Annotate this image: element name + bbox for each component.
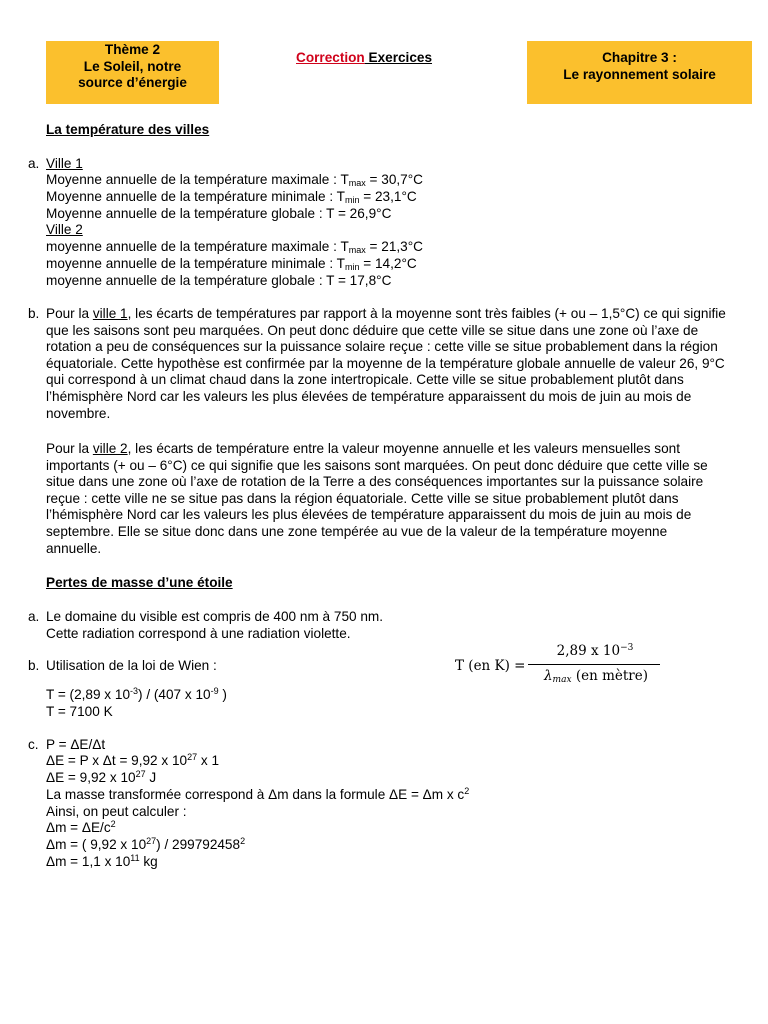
calc-mass-1: $\Delta m = \Delta E/c^2$: [46, 819, 116, 835]
formula-denominator: $\lambda_{max}$ (en mètre): [543, 668, 648, 685]
calc-mass-result: Δm = 1,1 x $10^{11}$ kg: [46, 853, 158, 869]
calc-energy-2: ΔE = 9,92 x $10^{27}$ J: [46, 769, 157, 785]
item-b-label: b.: [28, 306, 40, 321]
wien-calc-1: T = (2,89 x $10^{-3}) / (407$ x $10^{-9}$ ): [46, 686, 227, 702]
formula-numerator: 2,89 x $10^{-3}$: [556, 643, 634, 659]
ville2-tmax: moyenne annuelle de la température maximale : $T_{max} = 21,3^\circ C$: [46, 239, 423, 255]
item-b-label: b.: [28, 658, 40, 673]
item-a-label: a.: [28, 609, 40, 624]
mass-formula-text: La masse transformée correspond à Δm dans la formule ΔE = Δm x $c^2$: [46, 786, 470, 802]
section2-heading: Pertes de masse d’une étoile: [46, 575, 233, 590]
chapter-line: Le rayonnement solaire: [563, 66, 716, 82]
calc-power: P = ΔE/Δt: [46, 737, 106, 752]
chapter-box: [527, 41, 752, 104]
ville2-tmin: moyenne annuelle de la température minimale : $T_{min} = 14,2^\circ C$: [46, 256, 417, 272]
ville1-tmax: Moyenne annuelle de la température maximale : $T_{max} = 30,7^\circ C$: [46, 172, 423, 188]
calc-energy-1: ΔE = P x Δt = 9,92 x $10^{27}$ x 1: [46, 752, 220, 768]
chapter-line: Chapitre 3 :: [602, 50, 677, 65]
ville2-label: Ville 2: [46, 222, 83, 237]
theme-line: source d’énergie: [78, 75, 187, 90]
ville1-tglob: Moyenne annuelle de la température globale : T = 26,9°C: [46, 206, 392, 221]
item-c-label: c.: [28, 737, 39, 752]
theme-line: Le Soleil, notre: [83, 58, 182, 74]
title-correction: Correction: [296, 50, 365, 65]
theme-line: Thème 2: [104, 42, 161, 57]
document-title: [296, 50, 432, 67]
wien-intro: Utilisation de la loi de Wien :: [46, 658, 217, 673]
ville2-analysis: Pour la ville 2, les écarts de température entre la valeur moyenne annuelle et les valeurs mensuelles sont importants (+ ou – 6°C) ce qui signifie que les saisons sont marquées. On peut donc déduire que cette ville se situe dans une zone où l’axe de rotation de la Terre a des conséquences importantes sur la puissance solaire reçue : cette ville ne se situe pas dans la région équatoriale. Cette ville se situe probablement plutôt dans l’hémisphère Nord car les valeurs les plus élevées de température apparaissent du mois de juin au mois de septembre. Elle se situe donc dans une zone tempérée au vue de la valeur de la température moyenne annuelle.: [46, 441, 708, 556]
ville1-analysis: Pour la ville 1, les écarts de températures par rapport à la moyenne sont très faibles (+ ou – 1,5°C) ce qui signifie que les saisons sont peu marquées. On peut donc déduire que cette ville se situe dans une zone où l’axe de rotation a peu de conséquences sur la puissance solaire reçue : cette ville se situe probablement dans la région équatoriale. Cette hypothèse est confirmée par la moyenne de la température globale annuelle de valeur 26, 9°C qui correspond à un climat chaud dans la zone intertropicale. Cette ville se situe probablement plutôt dans l’hémisphère Nord car les valeurs les plus élevées de température apparaissent du mois de juin au mois de novembre.: [46, 306, 726, 421]
ville1-tmin: Moyenne annuelle de la température minimale : $T_{min} = 23,1^\circ C$: [46, 189, 417, 205]
fraction-bar: [528, 664, 660, 665]
visible-domain-line: Le domaine du visible est compris de 400 nm à 750 nm.: [46, 609, 384, 624]
title-exercices: Exercices: [364, 50, 433, 65]
ville2-tglob: moyenne annuelle de la température globale : T = 17,8°C: [46, 273, 392, 288]
item-a-label: a.: [28, 156, 40, 171]
wien-calc-2: T = 7100 K: [46, 704, 113, 719]
radiation-line: Cette radiation correspond à une radiation violette.: [46, 626, 351, 641]
theme-box: [46, 41, 219, 104]
calc-mass-2: Δm = ( 9,92 x $10^{27}) / 299792458^2$: [46, 836, 246, 852]
ville1-label: Ville 1: [46, 156, 83, 171]
section1-heading: La température des villes: [46, 122, 210, 137]
calc-intro: Ainsi, on peut calculer :: [46, 804, 187, 819]
formula-lhs: T (en K) =: [455, 658, 526, 674]
